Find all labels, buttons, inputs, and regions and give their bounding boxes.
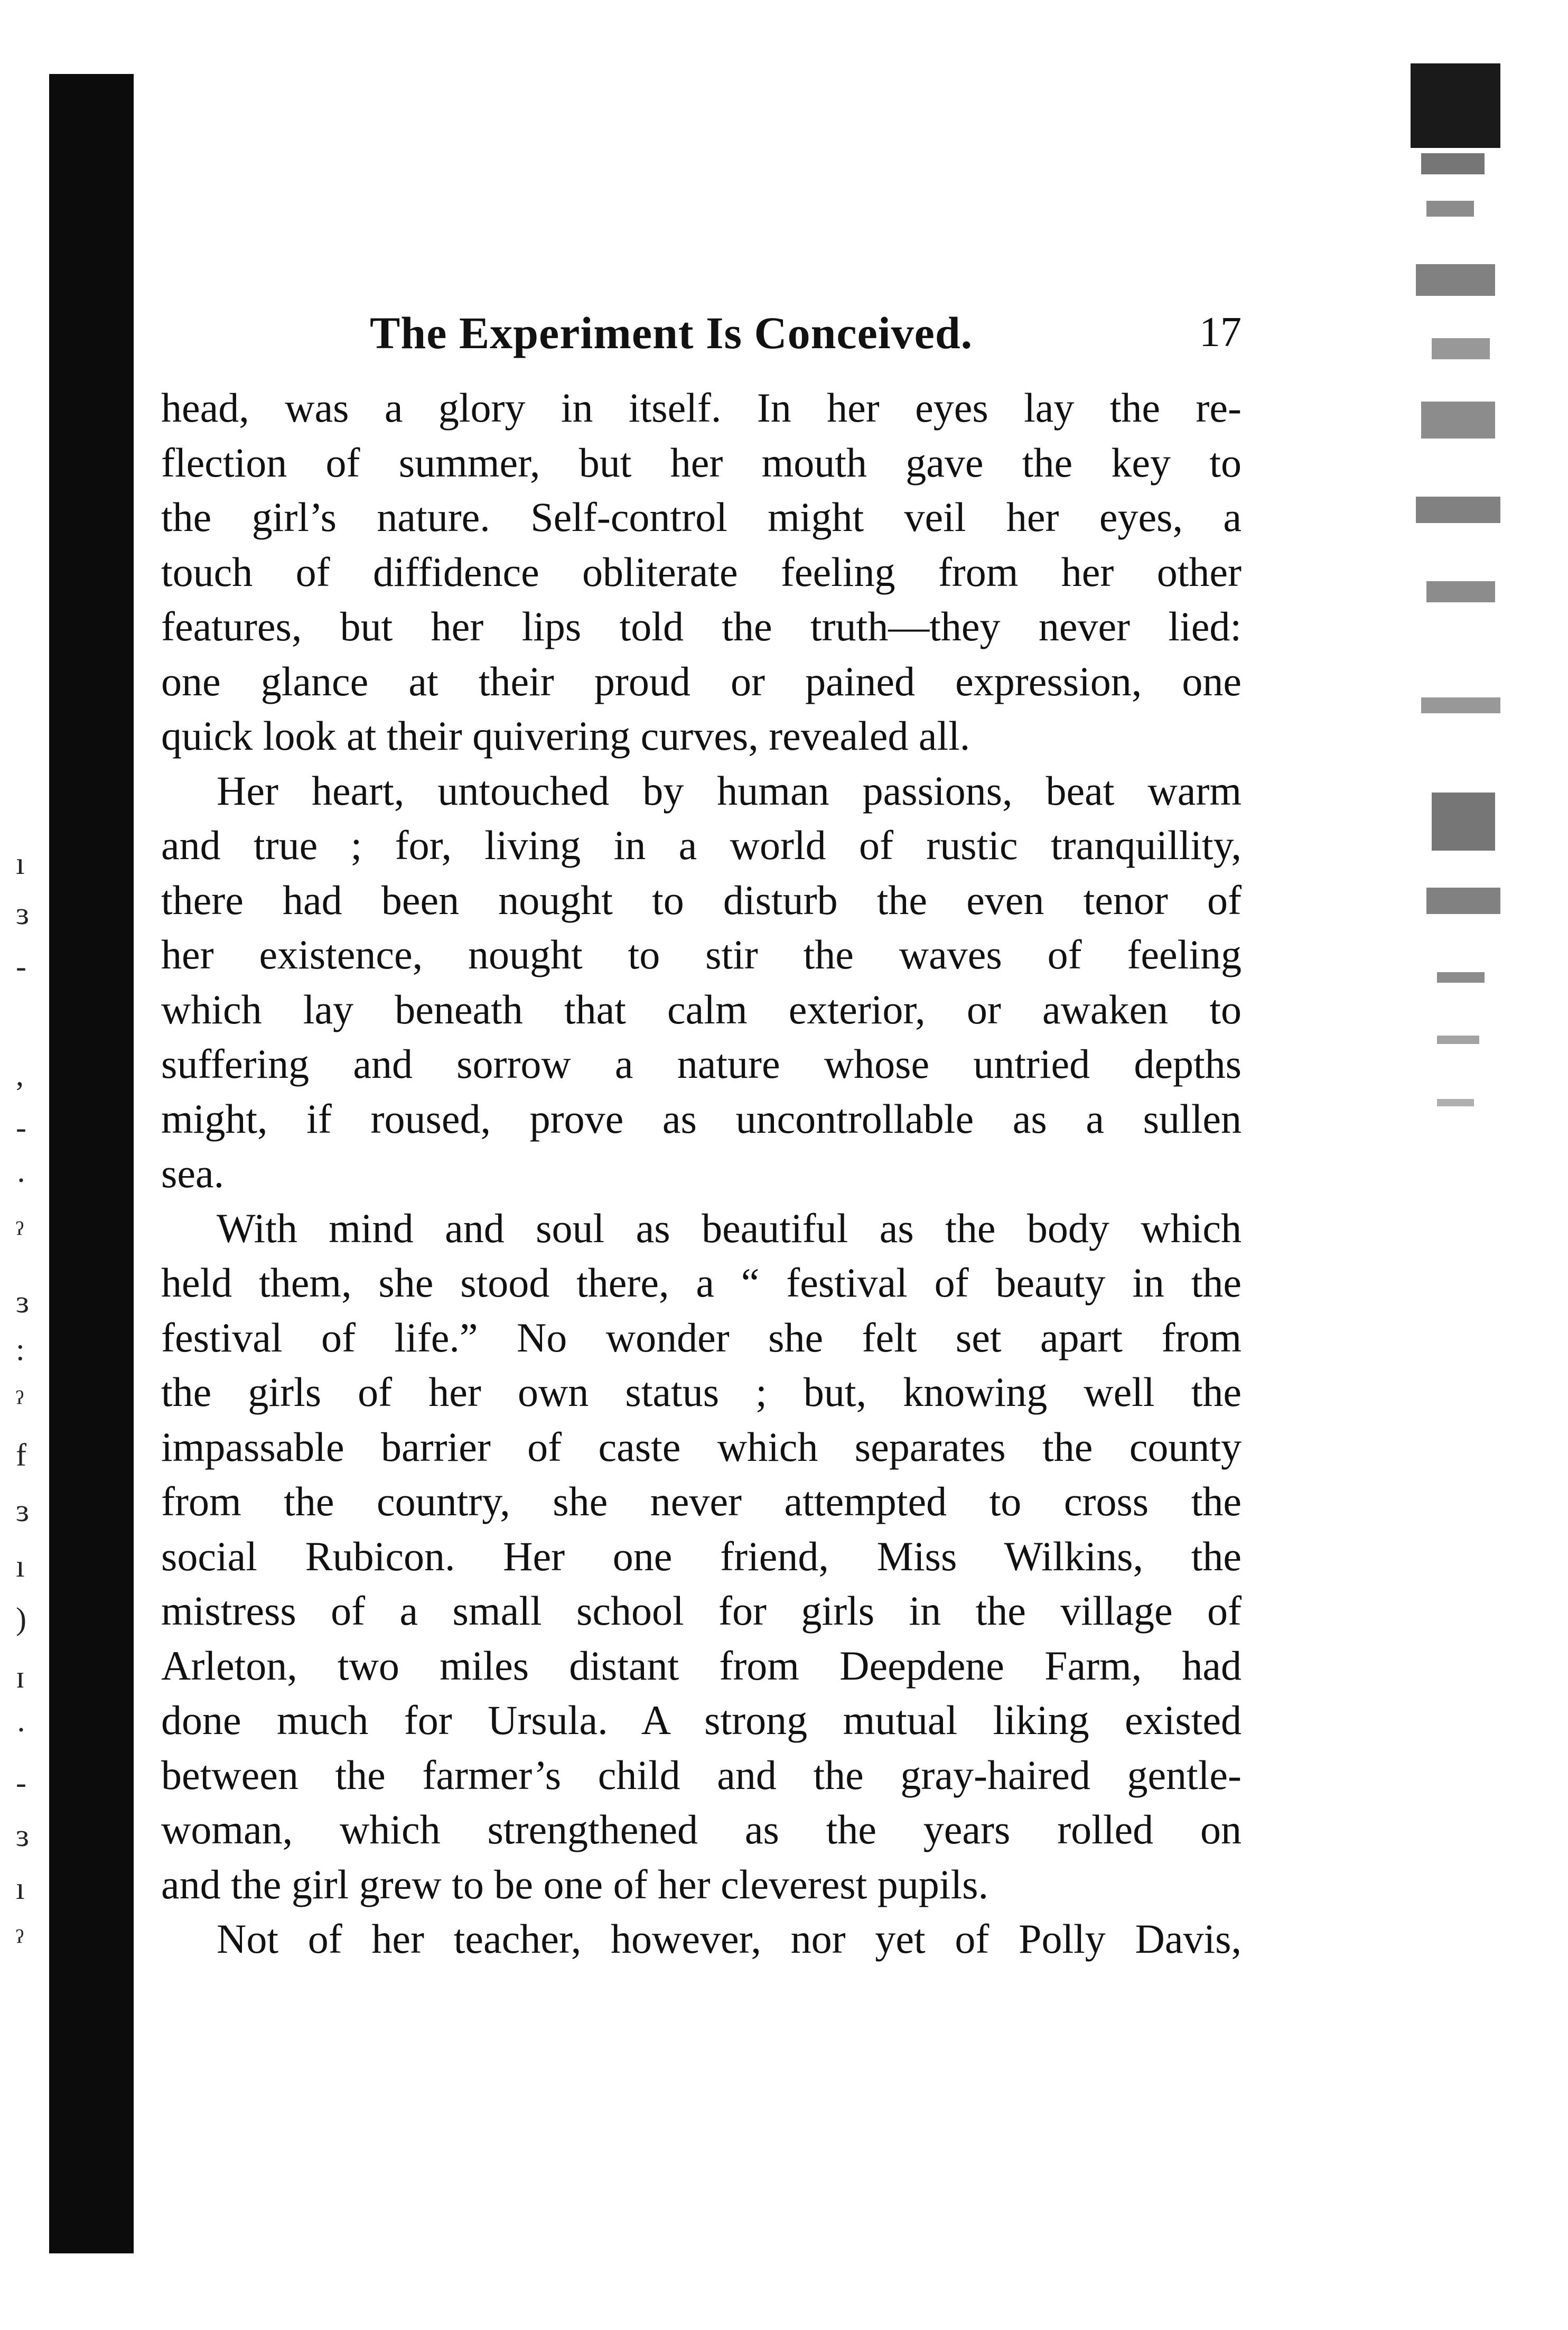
text-line: between the farmer’s child and the gray-haired gentle-: [161, 1751, 1242, 1798]
margin-glyph: -: [16, 949, 26, 984]
text-line: the girls of her own status ; but, knowing well the: [161, 1369, 1242, 1415]
text-line: from the country, she never attempted to cross the: [161, 1478, 1242, 1524]
margin-glyph: ˀ: [16, 1216, 24, 1251]
text-line: features, but her lips told the truth—they never lied:: [161, 603, 1242, 649]
text-line: done much for Ursula. A strong mutual liking existed: [161, 1697, 1242, 1743]
paragraph-3: [161, 1201, 1242, 1912]
margin-glyph: ı: [16, 1871, 25, 1906]
margin-glyph: f: [16, 1438, 26, 1472]
text-line: festival of life.” No wonder she felt set apart from: [161, 1314, 1242, 1360]
page-header: [370, 296, 1242, 370]
text-line: and true ; for, living in a world of rustic tranquillity,: [161, 822, 1242, 868]
margin-glyph: ɜ: [16, 1818, 30, 1853]
text-line: held them, she stood there, a “ festival of beauty in the: [161, 1260, 1242, 1306]
text-line: one glance at their proud or pained expression, one: [161, 658, 1242, 704]
paragraph-1: [161, 380, 1242, 763]
text-line: sea.: [161, 1150, 225, 1196]
margin-glyph: ˀ: [16, 1385, 24, 1420]
margin-glyph: -: [16, 1765, 26, 1800]
text-line: quick look at their quivering curves, revealed all.: [161, 713, 970, 759]
margin-glyph: ɪ: [16, 1660, 25, 1694]
margin-glyph: ,: [16, 1057, 24, 1092]
text-line: might, if roused, prove as uncontrollable as a sullen: [161, 1095, 1242, 1142]
text-line: Arleton, two miles distant from Deepdene Farm, had: [161, 1642, 1242, 1689]
margin-glyph: ɜ: [16, 1493, 30, 1528]
margin-glyph: ı: [16, 1549, 25, 1583]
text-line: woman, which strengthened as the years rolled on: [161, 1806, 1242, 1852]
text-line: Her heart, untouched by human passions, beat warm: [217, 767, 1242, 814]
margin-glyph: ˀ: [16, 1924, 24, 1959]
paragraph-2: [161, 763, 1242, 1201]
margin-glyph: ·: [16, 1163, 26, 1198]
scan-binding-shadow: [49, 74, 134, 2253]
body-text: [161, 380, 1242, 1966]
text-line: her existence, nought to stir the waves of feeling: [161, 931, 1242, 977]
scan-edge-noise: [1405, 63, 1537, 1173]
text-line: social Rubicon. Her one friend, Miss Wilkins, the: [161, 1533, 1242, 1579]
margin-glyph: ı: [16, 846, 25, 881]
running-title: The Experiment Is Conceived.: [370, 307, 973, 358]
paragraph-4: [161, 1912, 1242, 1966]
margin-glyph: ): [16, 1601, 26, 1636]
text-line: touch of diffidence obliterate feeling from her other: [161, 548, 1242, 595]
text-line: impassable barrier of caste which separates the county: [161, 1423, 1242, 1470]
text-line: which lay beneath that calm exterior, or awaken to: [161, 986, 1242, 1032]
text-line: Not of her teacher, however, nor yet of Polly Davis,: [217, 1916, 1242, 1962]
text-line: With mind and soul as beautiful as the body which: [217, 1205, 1242, 1251]
page-number: 17: [1199, 309, 1242, 356]
margin-glyph: ɜ: [16, 896, 30, 931]
text-line: flection of summer, but her mouth gave the key to: [161, 439, 1242, 486]
text-line: and the girl grew to be one of her cleverest pupils.: [161, 1861, 988, 1907]
text-line: suffering and sorrow a nature whose untried depths: [161, 1041, 1242, 1087]
text-line: the girl’s nature. Self-control might veil her eyes, a: [161, 494, 1242, 540]
margin-glyph: -: [16, 1110, 26, 1145]
margin-glyph: ɜ: [16, 1284, 30, 1319]
left-margin-glyphs: [11, 845, 53, 2008]
margin-glyph: :: [16, 1332, 25, 1367]
text-line: head, was a glory in itself. In her eyes lay the re-: [161, 385, 1242, 431]
text-line: there had been nought to disturb the even tenor of: [161, 877, 1242, 923]
text-line: mistress of a small school for girls in the village of: [161, 1588, 1242, 1634]
margin-glyph: ·: [16, 1712, 26, 1747]
